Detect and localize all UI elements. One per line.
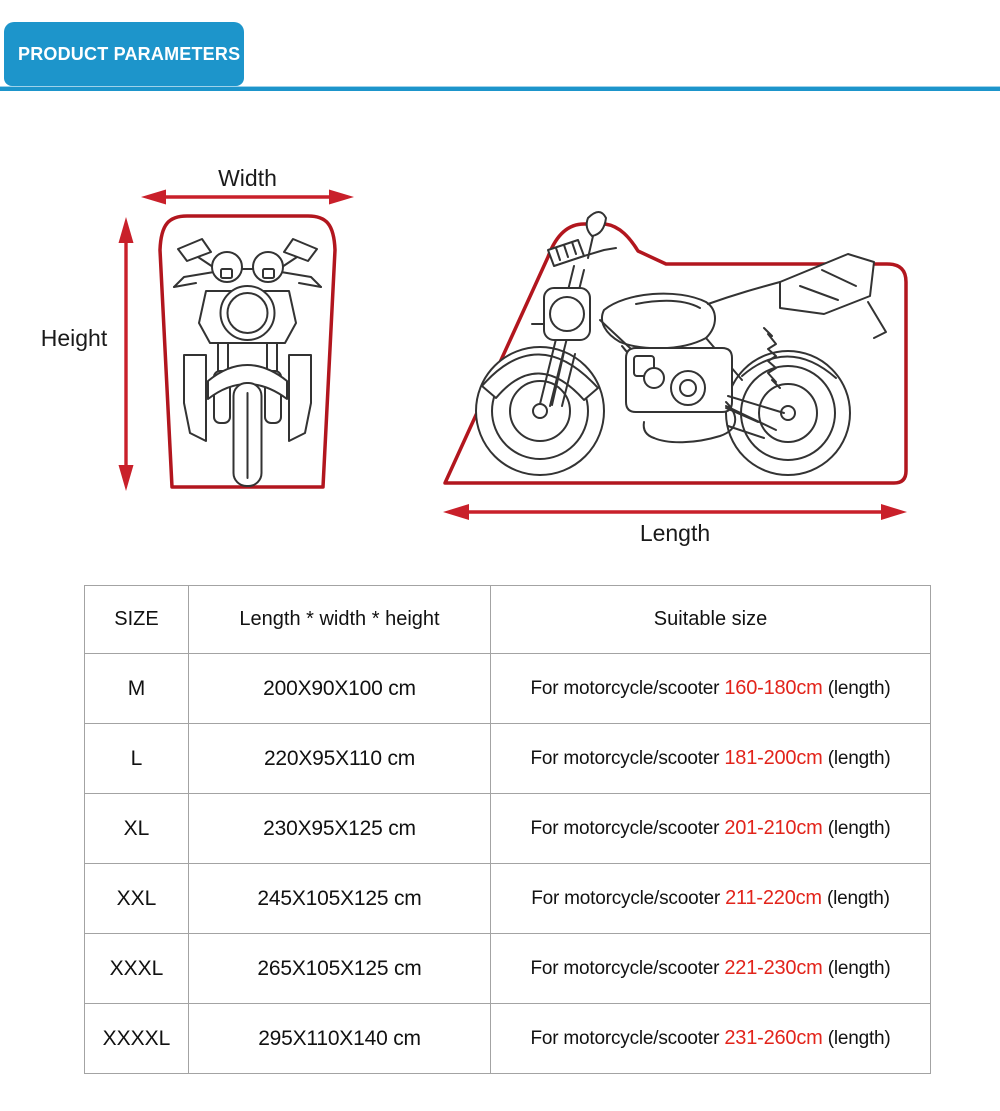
suitable-prefix: For motorcycle/scooter xyxy=(530,1028,725,1049)
table-row xyxy=(85,864,931,934)
front-view-illustration xyxy=(140,203,355,500)
table-header-row xyxy=(85,586,931,654)
dimensions-cell: 295X110X140 cm xyxy=(189,1004,491,1074)
header-divider-line xyxy=(0,86,1000,91)
table-row xyxy=(85,724,931,794)
dimensions-cell: 220X95X110 cm xyxy=(189,724,491,794)
suitable-suffix: (length) xyxy=(822,1028,891,1049)
dimensions-cell: 265X105X125 cm xyxy=(189,934,491,1004)
size-cell: M xyxy=(85,654,189,724)
suitable-range: 231-260cm xyxy=(724,1027,823,1049)
size-cell: L xyxy=(85,724,189,794)
suitable-suffix: (length) xyxy=(822,818,891,839)
dimensions-cell: 200X90X100 cm xyxy=(189,654,491,724)
suitable-cell xyxy=(491,724,931,794)
suitable-prefix: For motorcycle/scooter xyxy=(530,678,725,699)
suitable-cell xyxy=(491,864,931,934)
suitable-range: 211-220cm xyxy=(725,887,822,909)
length-arrow-icon xyxy=(441,502,909,522)
table-row xyxy=(85,1004,931,1074)
table-row xyxy=(85,654,931,724)
suitable-cell xyxy=(491,934,931,1004)
suitable-range: 221-230cm xyxy=(724,957,823,979)
suitable-cell xyxy=(491,794,931,864)
dimensions-cell: 230X95X125 cm xyxy=(189,794,491,864)
suitable-range: 181-200cm xyxy=(724,747,823,769)
column-header-size: SIZE xyxy=(85,586,189,654)
suitable-prefix: For motorcycle/scooter xyxy=(530,818,725,839)
dimensions-cell: 245X105X125 cm xyxy=(189,864,491,934)
column-header-suitable: Suitable size xyxy=(491,586,931,654)
suitable-suffix: (length) xyxy=(821,888,890,909)
table-row xyxy=(85,794,931,864)
suitable-range: 201-210cm xyxy=(724,817,823,839)
section-title: PRODUCT PARAMETERS xyxy=(18,43,241,64)
section-title-banner xyxy=(4,22,244,86)
column-header-dimensions: Length * width * height xyxy=(189,586,491,654)
table-row xyxy=(85,934,931,1004)
size-cell: XXXXL xyxy=(85,1004,189,1074)
suitable-suffix: (length) xyxy=(822,958,891,979)
size-cell: XXXL xyxy=(85,934,189,1004)
size-cell: XL xyxy=(85,794,189,864)
suitable-cell xyxy=(491,654,931,724)
suitable-prefix: For motorcycle/scooter xyxy=(531,888,726,909)
length-dimension-label: Length xyxy=(639,520,711,546)
size-table xyxy=(84,585,931,1074)
suitable-cell xyxy=(491,1004,931,1074)
height-dimension-label: Height xyxy=(40,325,108,351)
width-dimension-label: Width xyxy=(218,165,277,191)
suitable-range: 160-180cm xyxy=(724,677,823,699)
height-arrow-icon xyxy=(117,216,135,492)
suitable-suffix: (length) xyxy=(822,678,891,699)
suitable-prefix: For motorcycle/scooter xyxy=(530,958,725,979)
suitable-prefix: For motorcycle/scooter xyxy=(530,748,725,769)
suitable-suffix: (length) xyxy=(822,748,891,769)
size-cell: XXL xyxy=(85,864,189,934)
side-view-illustration xyxy=(428,192,915,495)
